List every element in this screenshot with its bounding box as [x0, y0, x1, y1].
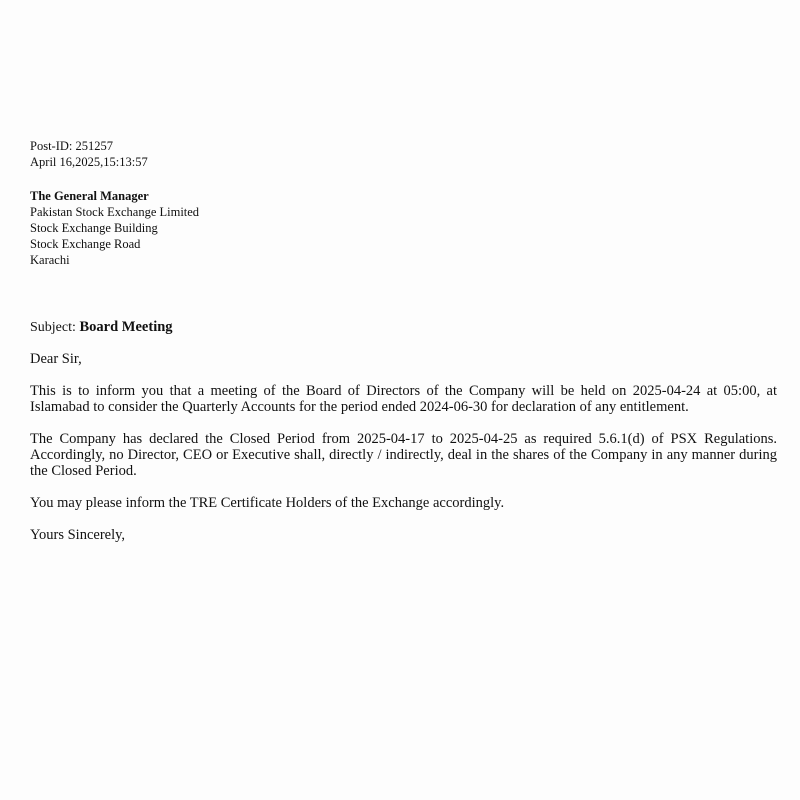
- subject-line: [30, 318, 777, 337]
- inform-paragraph: You may please inform the TRE Certificate Holders of the Exchange accordingly.: [30, 495, 505, 511]
- recipient-title: The General Manager: [30, 189, 149, 203]
- closing: Yours Sincerely,: [30, 527, 126, 543]
- letter-body: [30, 351, 777, 543]
- salutation: Dear Sir,: [30, 351, 82, 367]
- closed-period-paragraph: The Company has declared the Closed Period from 2025-04-17 to 2025-04-25 as required 5.6.1(d) of PSX Regulations. Accordingly, no Director, CEO or Executive shall, directly / indirectly, deal in the shares of the Company in any manner during the Closed Period.: [30, 431, 777, 479]
- recipient-company: Pakistan Stock Exchange Limited: [30, 205, 200, 219]
- post-id: Post-ID: 251257: [30, 139, 113, 153]
- subject-label: Subject:: [30, 320, 76, 335]
- letter: [30, 138, 777, 543]
- letter-meta: [30, 138, 777, 170]
- recipient-road: Stock Exchange Road: [30, 237, 141, 251]
- recipient-address: [30, 188, 777, 268]
- post-timestamp: April 16,2025,15:13:57: [30, 155, 148, 169]
- recipient-city: Karachi: [30, 253, 70, 267]
- subject-value: Board Meeting: [79, 319, 173, 335]
- recipient-building: Stock Exchange Building: [30, 221, 158, 235]
- meeting-paragraph: This is to inform you that a meeting of the Board of Directors of the Company will be held on 2025-04-24 at 05:00, at Islamabad to consider the Quarterly Accounts for the period ended 2024-06-30 for declaration of any entitlement.: [30, 383, 777, 415]
